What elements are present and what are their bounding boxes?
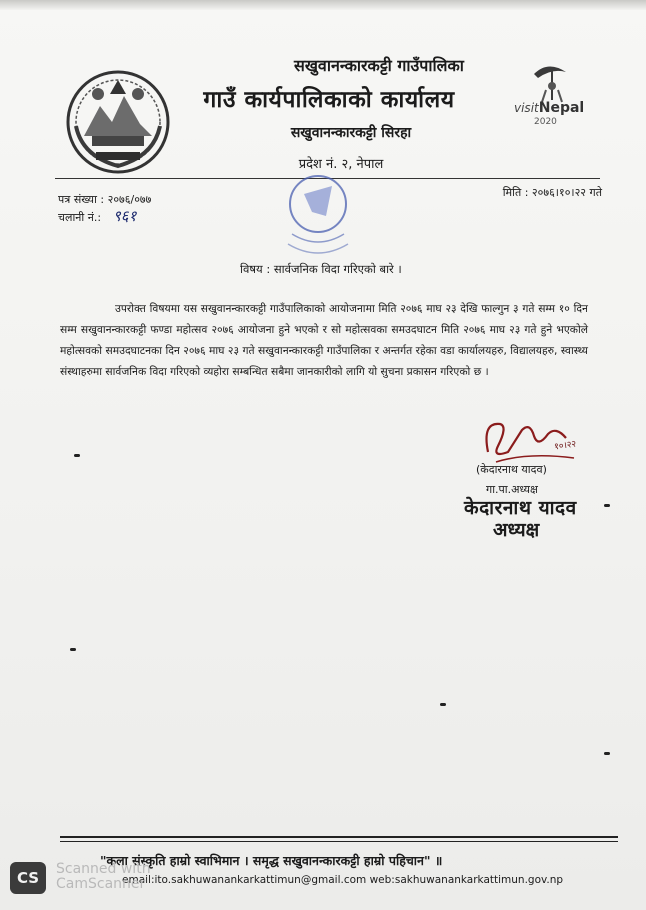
dispatch-label: चलानी नं.: — [58, 211, 102, 224]
dispatch-number: ९६१ — [113, 207, 137, 225]
scan-shadow — [0, 0, 646, 10]
letter-number: पत्र संख्या : २०७६/०७७ — [58, 193, 152, 206]
org-name: सखुवानन्कारकट्टी गाउँपालिका — [294, 56, 464, 75]
camscanner-logo: CS — [10, 862, 46, 894]
scan-speck — [604, 752, 610, 755]
signatory-name: (केदारनाथ यादव) — [476, 463, 547, 476]
body-paragraph: उपरोक्त विषयमा यस सखुवानन्कारकट्टी गाउँपालिकाको आयोजनामा मिति २०७६ माघ २३ देखि फाल्गुन ३ गते सम्म १० दिन सम्म सखुवानन्कारकट्टी फण्डा महोत्सव २०७६ आयोजना हुने भएको र सो महोत्सवका समउदघाटन मिति २०७६ माघ २३ गते हुने भएकोले महोत्सवको समउदघाटनका दिन २०७६ माघ २३ गते सखुवानन्कारकट्टी गाउँपालिका र अन्तर्गत रहेका वडा कार्यालयहरु, विद्यालयहरु, स्वास्थ्य संस्थाहरुमा सार्वजनिक विदा गरिएको व्यहोरा सम्बन्धित सबैमा जानकारीको लागि यो सुचना प्रकासन गरिएको छ । — [60, 302, 588, 378]
province: प्रदेश नं. २, नेपाल — [298, 157, 384, 172]
scan-speck — [70, 648, 76, 651]
scan-speck — [74, 454, 80, 457]
office-name: गाउँ कार्यपालिकाको कार्यालय — [203, 87, 455, 113]
signatory-stamp-name: केदारनाथ यादव — [464, 497, 577, 519]
footer-contact: email:ito.sakhuwanankarkattimun@gmail.com web:sakhuwanankarkattimun.gov.np — [122, 874, 564, 886]
org-place: सखुवानन्कारकट्टी सिरहा — [290, 125, 412, 141]
subject-line: विषय : सार्वजनिक विदा गरिएको बारे । — [240, 262, 402, 276]
footer-slogan: "कला संस्कृति हाम्रो स्वाभिमान । समृद्ध सखुवानन्कारकट्टी हाम्रो पहिचान" ॥ — [100, 853, 443, 868]
footer-rule-bottom — [60, 841, 618, 842]
camscanner-watermark: Scanned with CamScanner — [56, 861, 151, 892]
scan-speck — [440, 703, 446, 706]
scan-speck — [604, 504, 610, 507]
visit-nepal-wordmark: visitNepal — [514, 100, 585, 116]
signatory-title: गा.पा.अध्यक्ष — [486, 483, 538, 496]
office-stamp-icon — [278, 170, 358, 270]
visit-nepal-year: 2020 — [534, 117, 557, 127]
footer-rule-top — [60, 836, 618, 838]
signatory-stamp-title: अध्यक्ष — [493, 519, 540, 541]
letter-date: मिति : २०७६।१०।२२ गते — [502, 186, 602, 199]
signature-date: १०।२२ — [553, 439, 577, 453]
